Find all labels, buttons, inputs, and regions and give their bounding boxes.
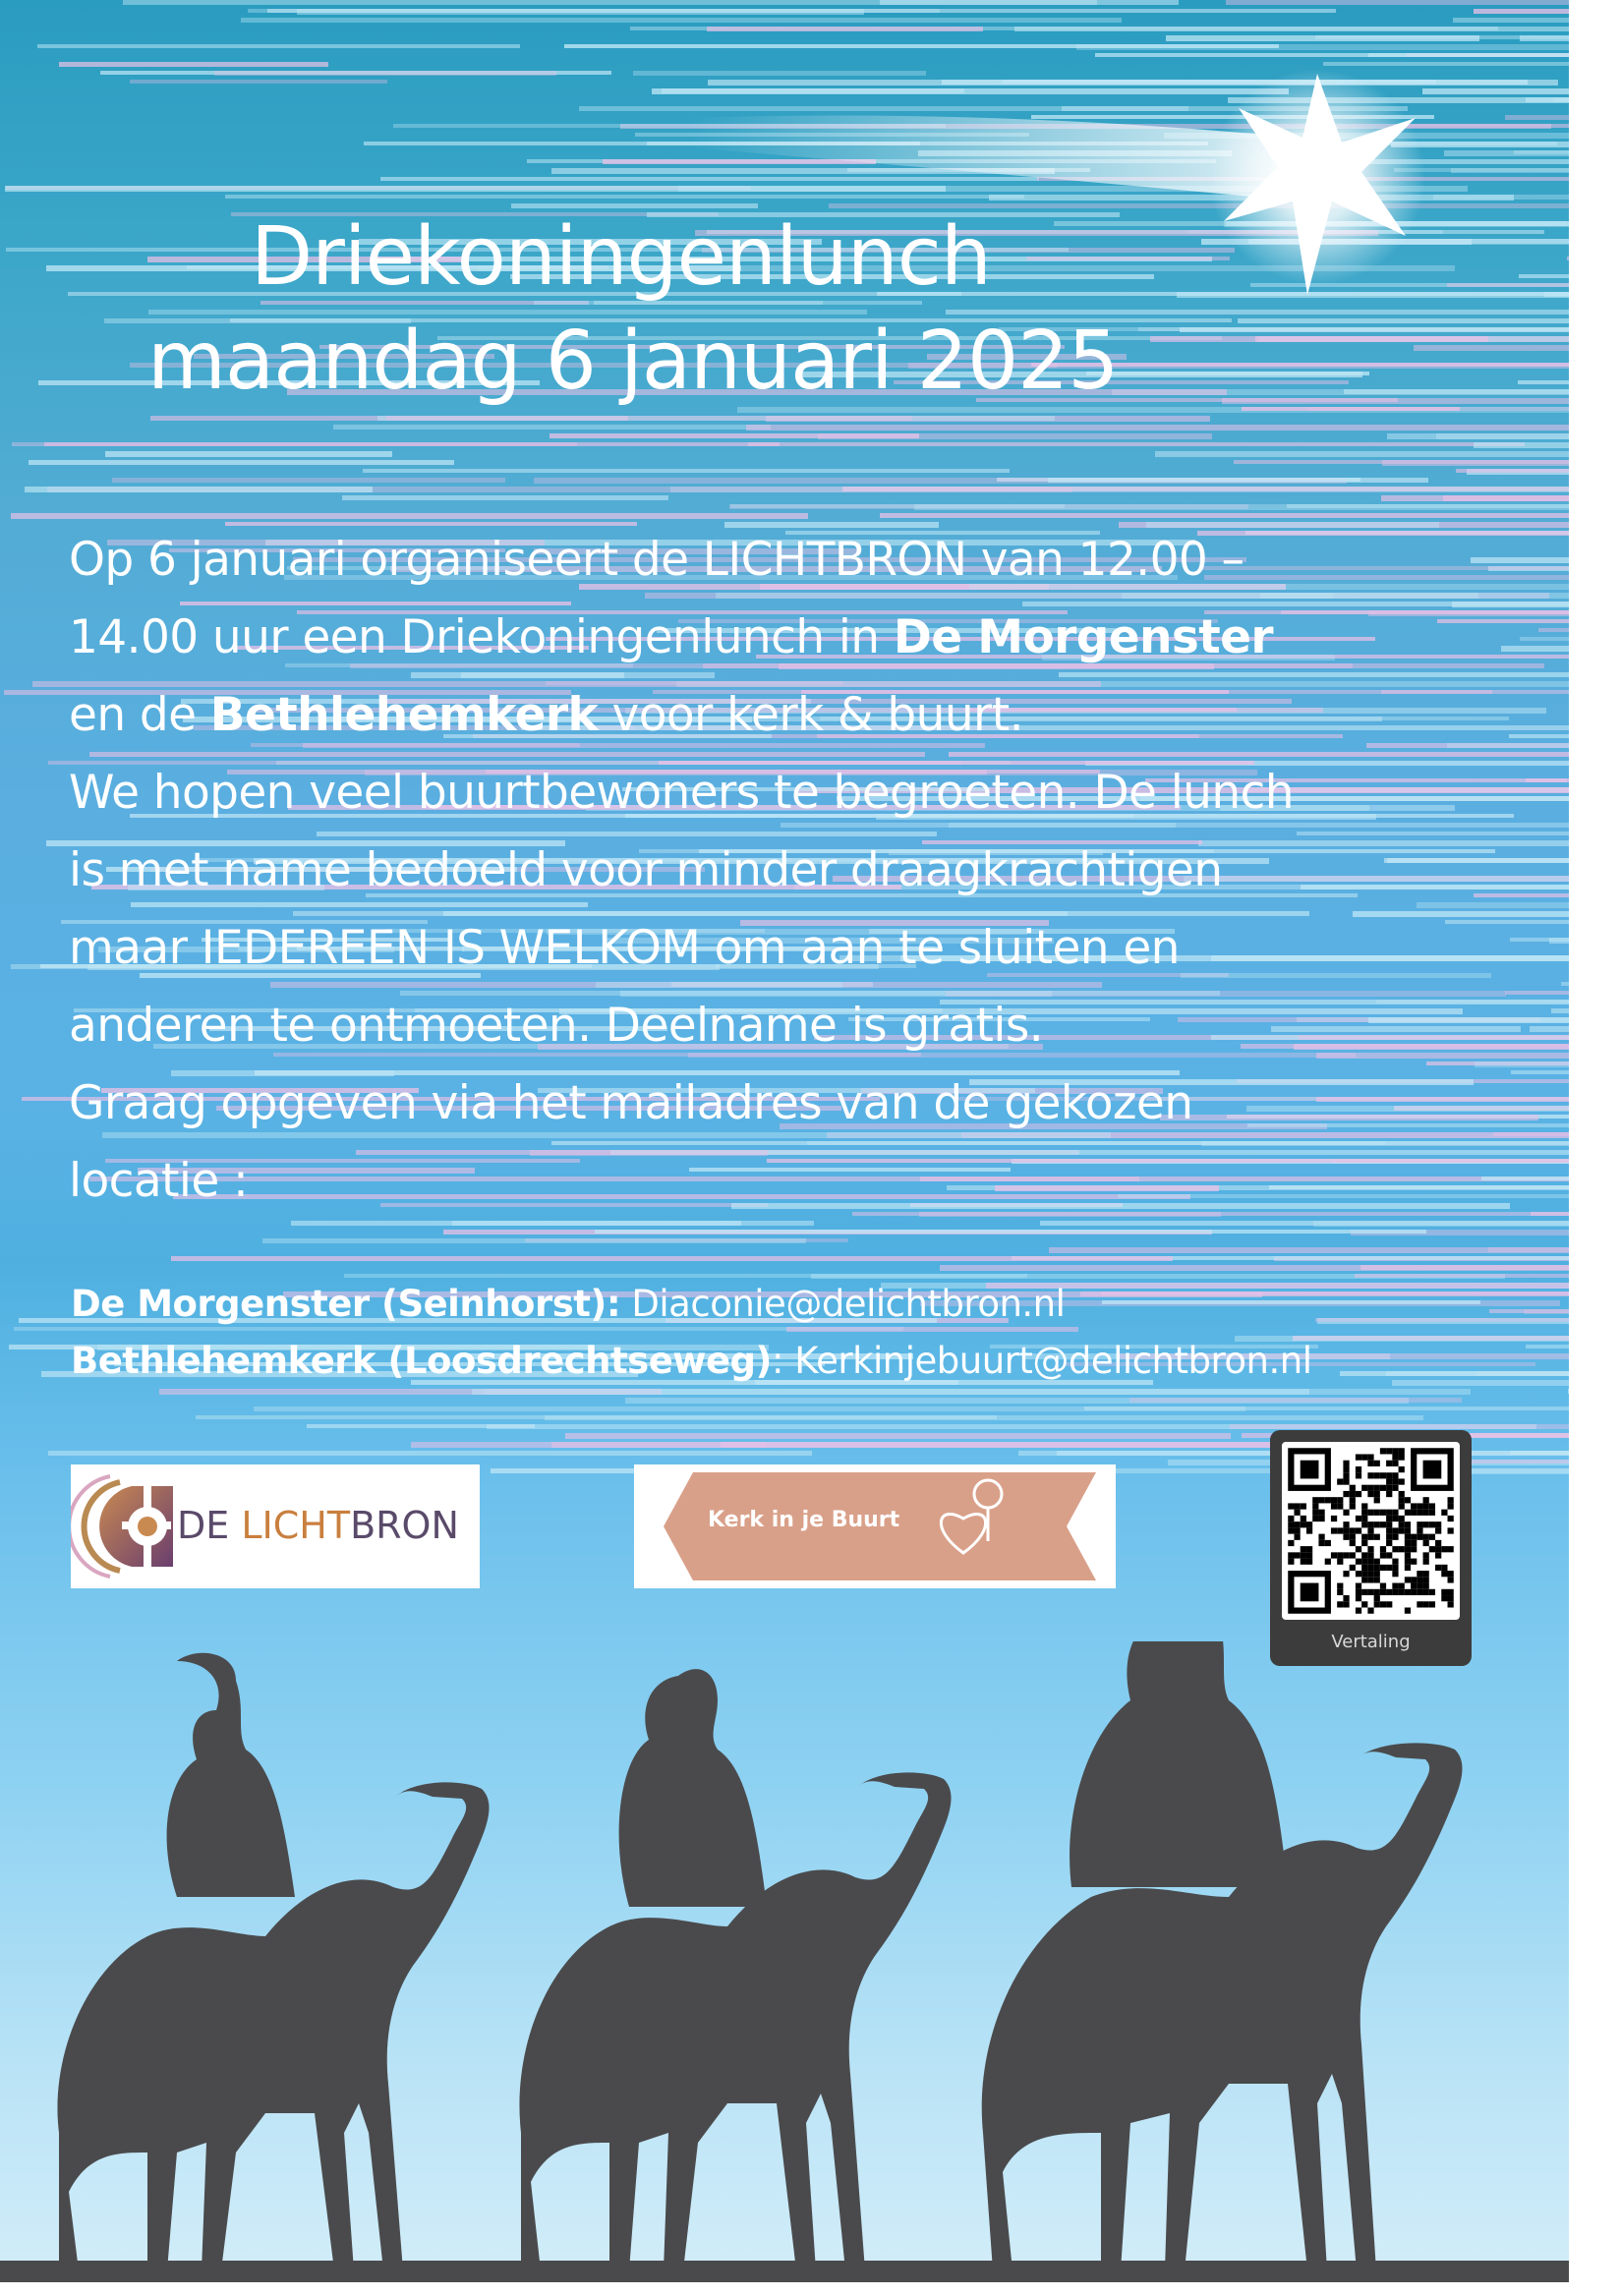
sky-streak	[1382, 460, 1569, 466]
sky-streak	[333, 425, 771, 430]
sky-streak	[1520, 637, 1569, 641]
sky-streak	[551, 1442, 1352, 1448]
body-text	[69, 521, 1514, 1220]
sky-streak	[386, 416, 912, 421]
sky-streak	[1315, 1318, 1569, 1322]
body-line: 14.00 uur een Driekoningenlunch in De Morgenster	[69, 610, 1274, 664]
sky-streak	[730, 504, 1065, 508]
contact-list	[71, 1276, 1311, 1390]
sky-streak	[11, 513, 808, 519]
sky-streak	[550, 433, 919, 438]
sky-streak	[545, 1415, 1423, 1420]
qr-label: Vertaling	[1331, 1632, 1411, 1652]
morgenster-emphasis: De Morgenster	[893, 610, 1274, 664]
sky-streak	[746, 425, 1569, 430]
sky-streak	[1505, 991, 1569, 995]
sky-streak	[1048, 478, 1428, 483]
sky-streak	[1568, 1389, 1569, 1394]
title-line-1: Driekoningenlunch	[251, 210, 991, 304]
body-line: Graag opgeven via het mailadres van de gekozen	[69, 1076, 1193, 1130]
body-line: maar IEDEREEN IS WELKOM om aan te sluiten en	[69, 921, 1180, 975]
sky-streak	[1551, 1008, 1569, 1013]
sky-streak	[29, 460, 454, 465]
kerk-logo-text: Kerk in je Buurt	[708, 1508, 900, 1532]
lichtbron-emblem-icon	[71, 1464, 179, 1588]
sky-streak	[363, 469, 1010, 473]
king-on-camel-silhouette	[57, 1653, 489, 2270]
sky-streak	[1360, 1265, 1569, 1270]
sky-streak	[1049, 1247, 1569, 1253]
sky-streak	[748, 442, 1525, 446]
sky-streak	[342, 495, 668, 500]
page-bottom-margin	[0, 2282, 1569, 2296]
sky-streak	[565, 1433, 1231, 1439]
sky-streak	[1526, 778, 1569, 782]
sky-streak	[1287, 504, 1569, 508]
sky-streak	[1561, 982, 1569, 986]
qr-code-icon	[1282, 1442, 1460, 1620]
sky-streak	[1313, 1221, 1569, 1227]
sky-streak	[307, 1424, 535, 1428]
three-kings-camel-silhouettes	[0, 1641, 1569, 2296]
contact-location: De Morgenster (Seinhorst):	[71, 1283, 621, 1325]
sky-streak	[1392, 1380, 1569, 1386]
sky-streak	[1129, 1398, 1462, 1403]
kerk-in-je-buurt-logo	[634, 1464, 1116, 1588]
king-on-camel-silhouette	[519, 1669, 951, 2270]
sky-streak	[1526, 1345, 1569, 1349]
sky-streak	[262, 1238, 806, 1243]
sky-streak	[1456, 469, 1569, 473]
sky-streak	[1511, 1070, 1569, 1074]
sky-streak	[1084, 1406, 1569, 1410]
lichtbron-logo-text: DE LICHTBRON	[177, 1504, 459, 1547]
body-line: en de Bethlehemkerk voor kerk & buurt.	[69, 688, 1023, 742]
body-line: Op 6 januari organiseert de LICHTBRON van 12.00 –	[69, 533, 1244, 587]
body-line: is met name bedoeld voor minder draagkrachtigen	[69, 843, 1223, 897]
qr-code-translation[interactable]	[1270, 1430, 1472, 1666]
body-line: anderen te ontmoeten. Deelname is gratis.	[69, 999, 1044, 1053]
title-line-2: maandag 6 januari 2025	[147, 315, 1119, 408]
sky-streak	[1443, 495, 1569, 501]
sky-streak	[452, 1221, 814, 1226]
sky-streak	[48, 1451, 812, 1456]
sky-streak	[25, 487, 373, 492]
body-line: locatie :	[69, 1154, 249, 1208]
lichtbron-logo	[71, 1464, 480, 1588]
sky-streak	[105, 451, 392, 457]
contact-location: Bethlehemkerk (Loosdrechtseweg)	[71, 1340, 772, 1382]
sky-streak	[595, 1230, 1426, 1234]
contact-email-link[interactable]: : Kerkinjebuurt@delichtbron.nl	[771, 1340, 1312, 1382]
bethlehemkerk-emphasis: Bethlehemkerk	[209, 688, 599, 742]
sky-streak	[1510, 938, 1569, 942]
contact-bethlehemkerk	[71, 1333, 1311, 1390]
sky-streak	[1155, 451, 1569, 457]
sky-streak	[880, 513, 1569, 518]
sky-streak	[1387, 433, 1569, 439]
sky-streak	[171, 1256, 1173, 1261]
sky-streak	[1230, 1424, 1569, 1429]
sky-streak	[112, 478, 505, 483]
sky-streak	[1530, 1026, 1569, 1032]
sky-streak	[44, 442, 780, 446]
sky-streak	[1340, 1371, 1569, 1376]
sky-streak	[1474, 442, 1569, 448]
body-line: We hopen veel buurtbewoners te begroeten. De lunch	[69, 766, 1294, 820]
sky-streak	[1355, 1274, 1569, 1278]
sky-streak	[1509, 734, 1569, 738]
contact-morgenster	[71, 1276, 1311, 1333]
sky-streak	[1242, 407, 1460, 411]
sky-streak	[1489, 1309, 1569, 1313]
contact-email-link[interactable]: Diaconie@delichtbron.nl	[620, 1283, 1066, 1325]
king-on-camel-silhouette	[982, 1641, 1463, 2270]
sky-streak	[1538, 628, 1569, 632]
